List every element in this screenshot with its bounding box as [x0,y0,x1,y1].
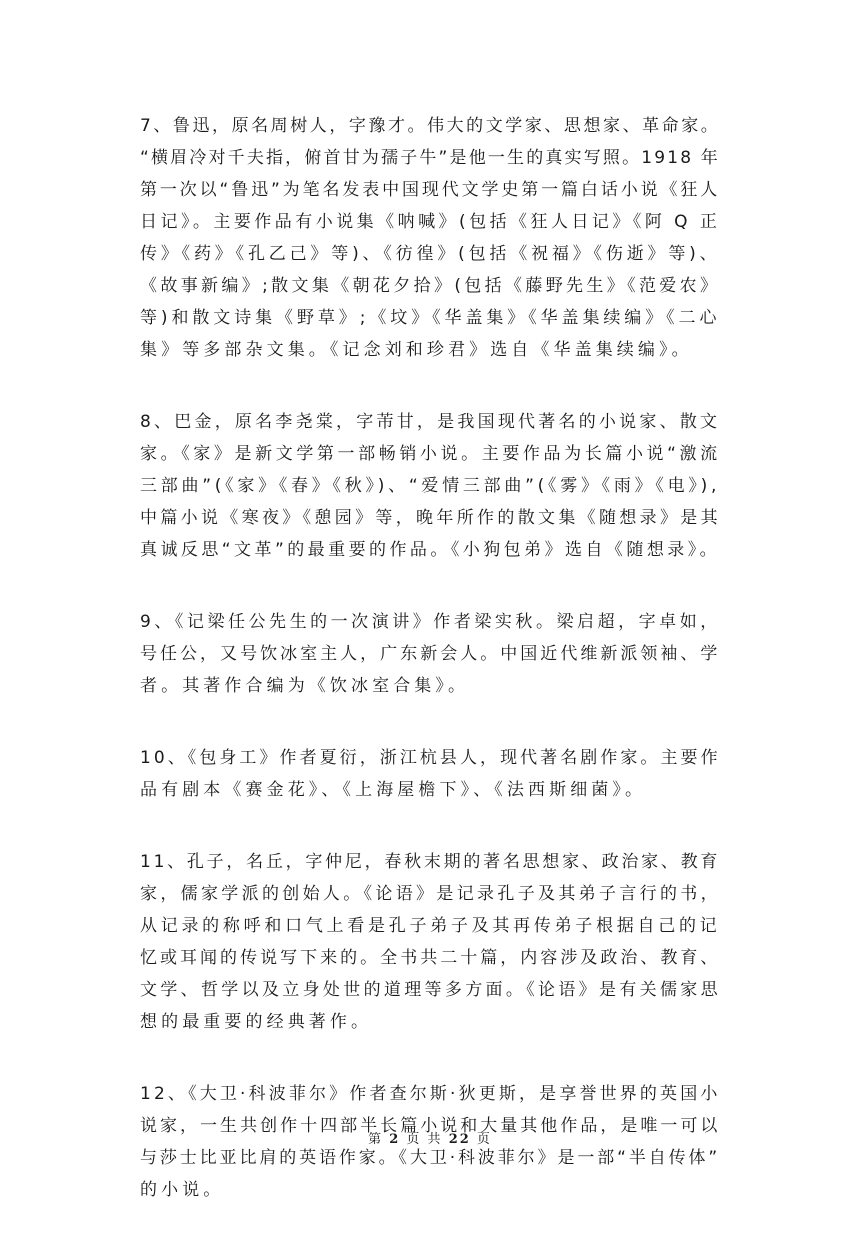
text-line: 中篇小说《寒夜》《憩园》等，晚年所作的散文集《随想录》是其 [140,508,721,528]
footer-prefix: 第 [368,1132,384,1147]
text-line: “横眉冷对千夫指，俯首甘为孺子牛”是他一生的真实写照。1918 年 [140,148,720,168]
paragraph-xia-yan [140,742,722,806]
current-page-number: 2 [389,1132,401,1147]
footer-suffix: 页 [476,1132,492,1147]
text-line: 日记》。主要作品有小说集《呐喊》(包括《狂人日记》《阿 Q 正 [140,212,721,232]
text-line: 7、鲁迅，原名周树人，字豫才。伟大的文学家、思想家、革命家。 [140,116,721,136]
text-line: 从记录的称呼和口气上看是孔子弟子及其再传弟子根据自己的记 [140,916,721,936]
text-line: 12、《大卫·科波菲尔》作者查尔斯·狄更斯，是享誉世界的英国小 [140,1084,721,1104]
text-line: 号任公，又号饮冰室主人，广东新会人。中国近代维新派领袖、学 [140,644,721,664]
paragraph-lu-xun [140,110,722,366]
text-line: 忆或耳闻的传说写下来的。全书共二十篇，内容涉及政治、教育、 [140,948,721,968]
text-line: 8、巴金，原名李尧棠，字芾甘，是我国现代著名的小说家、散文 [140,412,721,432]
text-line: 集》等多部杂文集。《记念刘和珍君》选自《华盖集续编》。 [140,340,693,360]
text-line: 文学、哲学以及立身处世的道理等多方面。《论语》是有关儒家思 [140,980,721,1000]
text-line: 家。《家》是新文学第一部畅销小说。主要作品为长篇小说“激流 [140,444,721,464]
paragraph-ba-jin [140,406,722,566]
footer-middle: 页 共 [406,1132,443,1147]
text-line: 者。其著作合编为《饮冰室合集》。 [140,676,470,696]
text-line: 想的最重要的经典著作。 [140,1012,373,1032]
text-line: 等)和散文诗集《野草》;《坟》《华盖集》《华盖集续编》《二心 [140,308,721,328]
text-line: 真诚反思“文革”的最重要的作品。《小狗包弟》选自《随想录》。 [140,540,721,560]
text-line: 的小说。 [140,1180,225,1200]
paragraph-confucius [140,846,722,1038]
text-line: 《故事新编》;散文集《朝花夕拾》(包括《藤野先生》《范爱农》 [140,276,721,296]
text-line: 9、《记梁任公先生的一次演讲》作者梁实秋。梁启超，字卓如， [140,612,721,632]
text-line: 10、《包身工》作者夏衍，浙江杭县人，现代著名剧作家。主要作 [140,748,721,768]
text-line: 三部曲”(《家》《春》《秋》)、“爱情三部曲”(《雾》《雨》《电》), [140,476,721,496]
page-footer [0,1128,860,1147]
text-line: 传》《药》《孔乙己》等)、《彷徨》(包括《祝福》《伤逝》等)、 [140,244,721,264]
total-page-count: 22 [448,1132,471,1147]
text-line: 11、孔子，名丘，字仲尼，春秋末期的著名思想家、政治家、教育 [140,852,721,872]
text-line: 说家，一生共创作十四部半长篇小说和大量其他作品，是唯一可以 [140,1116,721,1136]
document-body [140,110,722,1246]
text-line: 品有剧本《赛金花》、《上海屋檐下》、《法西斯细菌》。 [140,780,647,800]
text-line: 第一次以“鲁迅”为笔名发表中国现代文学史第一篇白话小说《狂人 [140,180,721,200]
paragraph-liang-qichao [140,606,722,702]
text-line: 家，儒家学派的创始人。《论语》是记录孔子及其弟子言行的书， [140,884,721,904]
text-line: 与莎士比亚比肩的英语作家。《大卫·科波菲尔》是一部“半自传体” [140,1148,721,1168]
